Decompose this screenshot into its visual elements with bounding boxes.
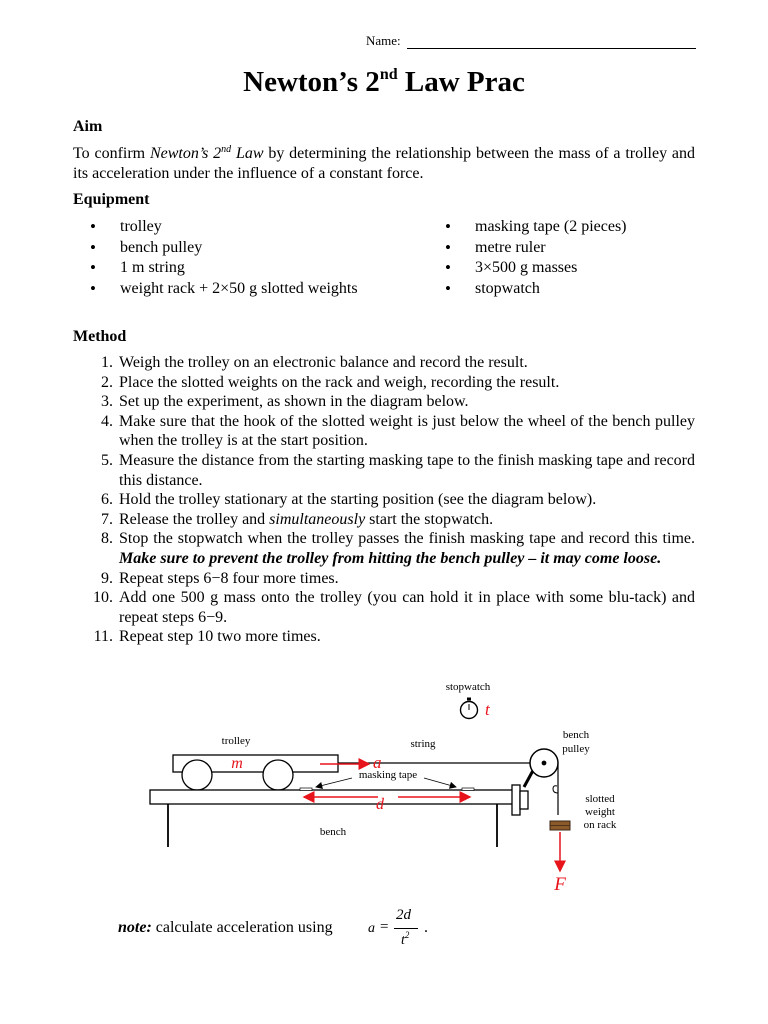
method-step: 10. Add one 500 g mass onto the trolley (you can hold it in place with some blu-tack) and repeat steps 6−9.: [93, 589, 695, 626]
trolley: [173, 755, 338, 790]
time-symbol: t: [485, 700, 490, 719]
method-step: 11. Repeat step 10 two more times.: [93, 628, 321, 646]
bench-pulley-label: bench: [562, 729, 590, 741]
method-step: 9. Repeat steps 6−8 four more times.: [101, 569, 339, 587]
bench: [150, 790, 515, 847]
method-heading: Method: [73, 328, 127, 345]
method-steps: [73, 353, 695, 647]
method-step: 5. Measure the distance from the starting masking tape to the finish masking tape and record this distance.: [101, 451, 695, 489]
equipment-heading: Equipment: [73, 191, 150, 208]
method-step: 8. Stop the stopwatch when the trolley passes the finish masking tape and record this time. Make sure to prevent the trolley from hitting the bench pulley – it may come loose.: [101, 530, 695, 567]
equipment-item: • masking tape (2 pieces): [428, 218, 627, 239]
note-text: calculate acceleration using: [151, 919, 333, 936]
method-step: 1. Weigh the trolley on an electronic balance and record the result.: [101, 354, 528, 371]
equipment-item: • metre ruler: [428, 239, 627, 260]
slotted-weight-label: on rack: [583, 819, 617, 831]
start-masking-tape: [300, 788, 312, 791]
acceleration-symbol: a: [373, 753, 382, 772]
equipment-item: • bench pulley: [73, 239, 358, 260]
force-symbol: F: [554, 874, 566, 895]
finish-masking-tape: [462, 788, 474, 791]
equipment-item: • 3×500 g masses: [428, 259, 627, 280]
stopwatch-icon: [461, 698, 478, 719]
equipment-item: • 1 m string: [73, 259, 358, 280]
bench-label: bench: [319, 826, 347, 838]
name-line: [407, 34, 696, 49]
mass-symbol: m: [231, 755, 243, 772]
name-field: [366, 33, 696, 49]
method-step: 6. Hold the trolley stationary at the starting position (see the diagram below).: [101, 491, 597, 509]
equipment-list-left: [73, 218, 358, 301]
equipment-item: • weight rack + 2×50 g slotted weights: [73, 280, 358, 301]
apparatus-diagram: [140, 675, 640, 900]
hook: [553, 786, 558, 793]
method-step: 2. Place the slotted weights on the rack and weigh, recording the result.: [101, 373, 560, 391]
acceleration-formula: a = 2d $t^2$ .: [368, 907, 428, 948]
note-label: note:: [118, 919, 152, 936]
page-title: Newton’s 2nd Law Prac: [243, 66, 525, 98]
slotted-weight-label: slotted: [585, 793, 615, 805]
aim-text: To confirm Newton’s 2nd Law by determining the relationship between the mass of a trolley and its acceleration under the influence of a constant force.: [73, 144, 696, 182]
masking-tape-label: masking tape: [358, 769, 418, 781]
trolley-label: trolley: [221, 735, 251, 747]
aim-heading: Aim: [73, 118, 103, 135]
string-label: string: [410, 738, 436, 750]
equipment-item: • stopwatch: [428, 280, 627, 301]
slotted-weight-label: weight: [585, 806, 615, 818]
equipment-item: • trolley: [73, 218, 358, 239]
name-label: Name:: [366, 33, 401, 48]
bench-pulley-label: pulley: [562, 743, 590, 755]
distance-symbol: d: [376, 796, 384, 813]
bench-pulley: [512, 749, 558, 815]
equipment-list-right: [428, 218, 627, 301]
warning-text: Make sure to prevent the trolley from hitting the bench pulley – it may come loose.: [119, 549, 662, 567]
method-step: 7. Release the trolley and simultaneously start the stopwatch.: [101, 510, 494, 528]
slotted-weight: [550, 821, 570, 830]
stopwatch-label: stopwatch: [445, 681, 491, 693]
method-step: 3. Set up the experiment, as shown in the diagram below.: [101, 393, 469, 411]
method-step: 4. Make sure that the hook of the slotted weight is just below the wheel of the bench pulley when the trolley is at the start position.: [101, 412, 695, 450]
